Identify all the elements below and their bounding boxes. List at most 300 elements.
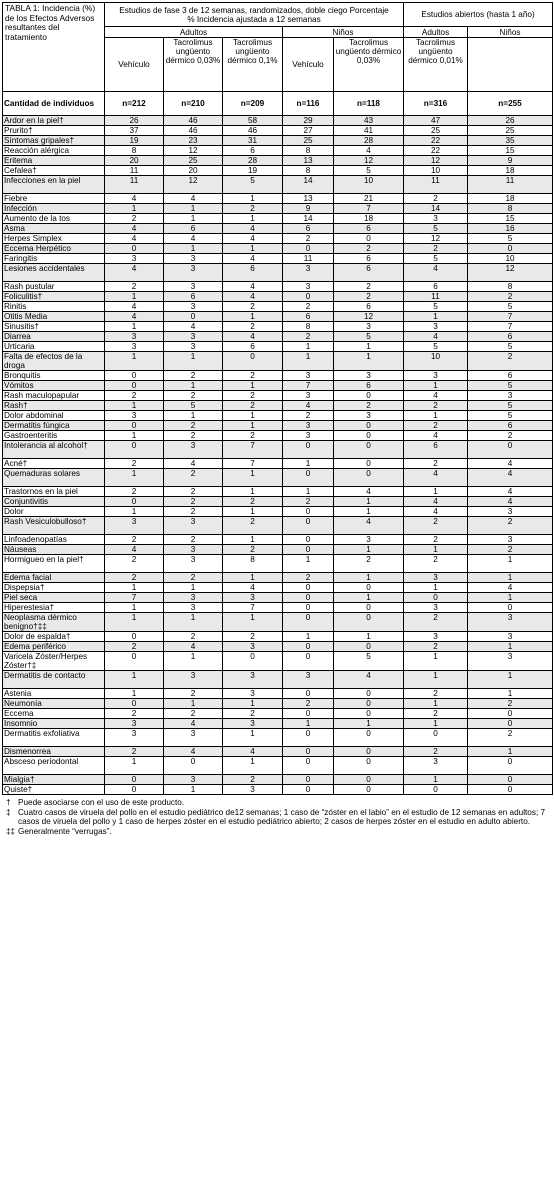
row-label: Astenia: [3, 689, 105, 699]
value-cell: 0: [283, 507, 334, 517]
value-cell: 0: [283, 785, 334, 795]
table-row: [3, 487, 553, 497]
value-cell: 7: [468, 322, 553, 332]
value-cell: 3: [164, 517, 223, 535]
footnote: [6, 827, 552, 837]
value-cell: 0: [468, 775, 553, 785]
row-label: Sinusitis†: [3, 322, 105, 332]
value-cell: 1: [283, 342, 334, 352]
footnote-text: Generalmente “verrugas”.: [18, 826, 112, 836]
row-label: Gastroenteritis: [3, 431, 105, 441]
value-cell: 3: [164, 342, 223, 352]
value-cell: 4: [404, 469, 468, 487]
row-label: Rash pustular: [3, 282, 105, 292]
value-cell: 47: [404, 116, 468, 126]
value-cell: 2: [404, 535, 468, 545]
value-cell: 5: [223, 176, 283, 194]
value-cell: 4: [164, 719, 223, 729]
value-cell: 13: [283, 194, 334, 204]
value-cell: 9: [283, 204, 334, 214]
table-row: [3, 214, 553, 224]
value-cell: 1: [334, 632, 404, 642]
value-cell: 0: [334, 785, 404, 795]
value-cell: 0: [404, 729, 468, 747]
value-cell: 6: [164, 292, 223, 302]
table-row: [3, 204, 553, 214]
footnote: [6, 798, 552, 808]
value-cell: 5: [404, 342, 468, 352]
footnote: [6, 808, 552, 827]
value-cell: 12: [404, 156, 468, 166]
value-cell: 0: [334, 391, 404, 401]
value-cell: 3: [223, 642, 283, 652]
count-row: [3, 92, 553, 116]
value-cell: 3: [283, 391, 334, 401]
value-cell: 4: [105, 545, 164, 555]
table-row: [3, 719, 553, 729]
value-cell: 2: [334, 282, 404, 292]
value-cell: 0: [105, 441, 164, 459]
value-cell: 0: [283, 244, 334, 254]
value-cell: 3: [283, 264, 334, 282]
value-cell: 1: [105, 401, 164, 411]
row-label: Aumento de la tos: [3, 214, 105, 224]
value-cell: 10: [404, 352, 468, 371]
count-cell: n=212: [105, 92, 164, 116]
value-cell: 4: [105, 194, 164, 204]
value-cell: 3: [164, 254, 223, 264]
value-cell: 1: [105, 322, 164, 332]
value-cell: 2: [164, 507, 223, 517]
value-cell: 3: [223, 785, 283, 795]
header-12-week-studies: Estudios de fase 3 de 12 semanas, randomizados, doble ciego Porcentaje % Incidencia ajustada a 12 semanas: [105, 3, 404, 27]
count-cell: n=255: [468, 92, 553, 116]
value-cell: 0: [283, 593, 334, 603]
value-cell: 2: [105, 642, 164, 652]
value-cell: 1: [283, 352, 334, 371]
value-cell: 3: [468, 632, 553, 642]
footnote-symbol: †: [6, 798, 11, 807]
value-cell: 3: [164, 603, 223, 613]
header-vehicle-adults: Vehículo: [105, 38, 164, 92]
value-cell: 4: [223, 234, 283, 244]
table-row: [3, 176, 553, 194]
table-row: [3, 441, 553, 459]
value-cell: 1: [223, 573, 283, 583]
value-cell: 2: [164, 709, 223, 719]
value-cell: 1: [283, 719, 334, 729]
value-cell: 2: [404, 459, 468, 469]
table-row: [3, 156, 553, 166]
value-cell: 0: [164, 757, 223, 775]
value-cell: 1: [164, 785, 223, 795]
value-cell: 1: [164, 204, 223, 214]
value-cell: 3: [468, 507, 553, 517]
value-cell: 5: [164, 401, 223, 411]
table-row: [3, 194, 553, 204]
value-cell: 1: [223, 411, 283, 421]
value-cell: 0: [283, 603, 334, 613]
value-cell: 3: [468, 391, 553, 401]
value-cell: 3: [164, 441, 223, 459]
table-row: [3, 352, 553, 371]
value-cell: 3: [223, 719, 283, 729]
value-cell: 46: [164, 116, 223, 126]
value-cell: 1: [105, 431, 164, 441]
table-row: [3, 709, 553, 719]
value-cell: 3: [164, 775, 223, 785]
row-label: Faringitis: [3, 254, 105, 264]
value-cell: 6: [334, 381, 404, 391]
row-label: Otitis Media: [3, 312, 105, 322]
header-tacrolimus-003-adults: Tacrolimus ungüento dérmico 0,03%: [164, 38, 223, 92]
value-cell: 2: [334, 292, 404, 302]
value-cell: 0: [283, 613, 334, 632]
value-cell: 37: [105, 126, 164, 136]
row-label: Infección: [3, 204, 105, 214]
value-cell: 1: [404, 487, 468, 497]
count-cell: n=316: [404, 92, 468, 116]
value-cell: 5: [468, 302, 553, 312]
value-cell: 1: [334, 497, 404, 507]
value-cell: 4: [468, 497, 553, 507]
header-tacrolimus-003-children: Tacrolimus ungüento dérmico 0,03%: [334, 38, 404, 92]
value-cell: 16: [468, 224, 553, 234]
value-cell: 5: [404, 302, 468, 312]
value-cell: 3: [164, 729, 223, 747]
value-cell: 0: [334, 699, 404, 709]
value-cell: 0: [105, 775, 164, 785]
table-row: [3, 747, 553, 757]
row-label: Dermatitis fúngica: [3, 421, 105, 431]
value-cell: 4: [164, 747, 223, 757]
value-cell: 2: [105, 709, 164, 719]
row-label: Dermatitis de contacto: [3, 671, 105, 689]
value-cell: 2: [105, 214, 164, 224]
count-cell: n=209: [223, 92, 283, 116]
value-cell: 2: [223, 401, 283, 411]
value-cell: 8: [468, 282, 553, 292]
value-cell: 2: [404, 421, 468, 431]
value-cell: 2: [468, 352, 553, 371]
value-cell: 4: [105, 312, 164, 322]
header-vehicle-children: Vehículo: [283, 38, 334, 92]
value-cell: 5: [468, 342, 553, 352]
value-cell: 3: [283, 371, 334, 381]
table-row: [3, 652, 553, 671]
table-row: [3, 785, 553, 795]
value-cell: 3: [105, 517, 164, 535]
value-cell: 6: [334, 224, 404, 234]
value-cell: 0: [334, 757, 404, 775]
table-row: [3, 332, 553, 342]
value-cell: 7: [223, 603, 283, 613]
table-row: [3, 411, 553, 421]
value-cell: 29: [283, 116, 334, 126]
header-tacrolimus-01-adults: Tacrolimus ungüento dérmico 0,1%: [223, 38, 283, 92]
table-row: [3, 729, 553, 747]
value-cell: 2: [468, 292, 553, 302]
header-open-children: Niños: [468, 27, 553, 38]
value-cell: 12: [334, 312, 404, 322]
value-cell: 0: [468, 441, 553, 459]
value-cell: 0: [283, 583, 334, 593]
row-label: Dolor de espalda†: [3, 632, 105, 642]
value-cell: 1: [164, 652, 223, 671]
table-row: [3, 632, 553, 642]
value-cell: 11: [105, 166, 164, 176]
value-cell: 1: [105, 689, 164, 699]
value-cell: 1: [164, 244, 223, 254]
value-cell: 15: [468, 146, 553, 156]
value-cell: 2: [164, 487, 223, 497]
value-cell: 4: [334, 487, 404, 497]
row-label: Náuseas: [3, 545, 105, 555]
value-cell: 1: [404, 719, 468, 729]
value-cell: 1: [105, 204, 164, 214]
row-label: Acné†: [3, 459, 105, 469]
value-cell: 1: [468, 747, 553, 757]
value-cell: 12: [404, 234, 468, 244]
value-cell: 6: [334, 264, 404, 282]
value-cell: 4: [105, 234, 164, 244]
value-cell: 1: [223, 214, 283, 224]
value-cell: 3: [404, 757, 468, 775]
value-cell: 5: [468, 411, 553, 421]
value-cell: 0: [283, 709, 334, 719]
value-cell: 2: [334, 244, 404, 254]
value-cell: 1: [468, 573, 553, 583]
value-cell: 2: [223, 204, 283, 214]
value-cell: 11: [283, 254, 334, 264]
value-cell: 5: [468, 381, 553, 391]
row-label: Dolor: [3, 507, 105, 517]
row-label: Ardor en la piel†: [3, 116, 105, 126]
row-label: Asma: [3, 224, 105, 234]
table-row: [3, 264, 553, 282]
table-row: [3, 116, 553, 126]
table-row: [3, 642, 553, 652]
value-cell: 4: [468, 487, 553, 497]
value-cell: 1: [164, 381, 223, 391]
value-cell: 4: [334, 517, 404, 535]
value-cell: 0: [334, 431, 404, 441]
value-cell: 20: [164, 166, 223, 176]
row-label: Trastornos en la piel: [3, 487, 105, 497]
value-cell: 11: [468, 176, 553, 194]
value-cell: 0: [283, 642, 334, 652]
value-cell: 3: [105, 411, 164, 421]
value-cell: 1: [468, 642, 553, 652]
value-cell: 1: [223, 757, 283, 775]
value-cell: 11: [404, 176, 468, 194]
value-cell: 2: [468, 431, 553, 441]
value-cell: 4: [223, 292, 283, 302]
value-cell: 2: [164, 421, 223, 431]
value-cell: 6: [468, 421, 553, 431]
table-row: [3, 431, 553, 441]
count-label: Cantidad de individuos: [3, 92, 105, 116]
footnote-symbol: ‡‡: [6, 826, 16, 836]
table-row: [3, 517, 553, 535]
value-cell: 1: [404, 545, 468, 555]
value-cell: 2: [164, 469, 223, 487]
table-row: [3, 166, 553, 176]
value-cell: 0: [468, 785, 553, 795]
value-cell: 6: [223, 146, 283, 156]
value-cell: 25: [283, 136, 334, 146]
value-cell: 1: [164, 699, 223, 709]
value-cell: 0: [334, 642, 404, 652]
value-cell: 1: [404, 699, 468, 709]
value-cell: 0: [334, 459, 404, 469]
value-cell: 10: [404, 166, 468, 176]
value-cell: 2: [283, 699, 334, 709]
value-cell: 2: [223, 302, 283, 312]
value-cell: 2: [404, 689, 468, 699]
value-cell: 2: [223, 517, 283, 535]
table-row: [3, 136, 553, 146]
value-cell: 0: [334, 583, 404, 593]
value-cell: 0: [334, 421, 404, 431]
value-cell: 1: [334, 545, 404, 555]
value-cell: 0: [105, 785, 164, 795]
value-cell: 1: [105, 603, 164, 613]
value-cell: 0: [105, 652, 164, 671]
value-cell: 1: [334, 573, 404, 583]
value-cell: 0: [468, 244, 553, 254]
table-row: [3, 292, 553, 302]
value-cell: 4: [404, 507, 468, 517]
value-cell: 10: [334, 176, 404, 194]
value-cell: 6: [223, 342, 283, 352]
value-cell: 4: [164, 322, 223, 332]
value-cell: 4: [164, 642, 223, 652]
value-cell: 1: [283, 555, 334, 573]
value-cell: 11: [404, 292, 468, 302]
table-row: [3, 254, 553, 264]
value-cell: 5: [404, 224, 468, 234]
row-label: Dermatitis exfoliativa: [3, 729, 105, 747]
value-cell: 11: [105, 176, 164, 194]
value-cell: 2: [404, 555, 468, 573]
value-cell: 2: [283, 332, 334, 342]
table-row: [3, 302, 553, 312]
value-cell: 1: [334, 719, 404, 729]
row-label: Eccema Herpético: [3, 244, 105, 254]
value-cell: 12: [164, 176, 223, 194]
table-row: [3, 282, 553, 292]
footnote-text: Cuatro casos de viruela del pollo en el estudio pediátrico de12 semanas; 1 caso de “zóster en el labio” en el estudio de 12 semanas en adultos; 7 casos de viruela del pollo y 1 caso de herpes zóster en el estudio pediátrico abierto; 2 casos de herpes zóster en el estudio en adulto abierto.: [18, 807, 546, 827]
value-cell: 0: [334, 747, 404, 757]
value-cell: 0: [468, 757, 553, 775]
value-cell: 0: [283, 469, 334, 487]
value-cell: 6: [468, 332, 553, 342]
value-cell: 9: [468, 156, 553, 166]
value-cell: 21: [334, 194, 404, 204]
row-label: Síntomas gripales†: [3, 136, 105, 146]
value-cell: 0: [164, 312, 223, 322]
value-cell: 2: [105, 459, 164, 469]
header-adults: Adultos: [105, 27, 283, 38]
table-title: TABLA 1: Incidencia (%) de los Efectos Adversos resultantes del tratamiento: [3, 3, 105, 92]
table-row: [3, 459, 553, 469]
value-cell: 2: [283, 497, 334, 507]
row-label: Varicela Zóster/Herpes Zóster†‡: [3, 652, 105, 671]
value-cell: 0: [404, 593, 468, 603]
row-label: Edema periférico: [3, 642, 105, 652]
value-cell: 2: [404, 709, 468, 719]
value-cell: 22: [404, 146, 468, 156]
value-cell: 4: [404, 391, 468, 401]
value-cell: 1: [105, 583, 164, 593]
value-cell: 1: [223, 194, 283, 204]
value-cell: 0: [223, 352, 283, 371]
value-cell: 1: [468, 689, 553, 699]
value-cell: 1: [223, 381, 283, 391]
value-cell: 2: [164, 535, 223, 545]
value-cell: 1: [105, 507, 164, 517]
value-cell: 2: [164, 632, 223, 642]
value-cell: 1: [404, 381, 468, 391]
value-cell: 12: [334, 156, 404, 166]
row-label: Hormigueo en la piel†: [3, 555, 105, 573]
value-cell: 27: [283, 126, 334, 136]
value-cell: 6: [468, 371, 553, 381]
value-cell: 0: [334, 729, 404, 747]
value-cell: 12: [164, 146, 223, 156]
row-label: Prurito†: [3, 126, 105, 136]
value-cell: 35: [468, 136, 553, 146]
value-cell: 15: [468, 214, 553, 224]
value-cell: 22: [404, 136, 468, 146]
value-cell: 0: [223, 652, 283, 671]
value-cell: 8: [283, 146, 334, 156]
value-cell: 3: [404, 322, 468, 332]
value-cell: 1: [105, 671, 164, 689]
value-cell: 31: [223, 136, 283, 146]
row-label: Falta de efectos de la droga: [3, 352, 105, 371]
value-cell: 1: [283, 459, 334, 469]
value-cell: 1: [223, 469, 283, 487]
value-cell: 20: [105, 156, 164, 166]
value-cell: 1: [468, 671, 553, 689]
table-row: [3, 421, 553, 431]
value-cell: 2: [105, 282, 164, 292]
value-cell: 0: [468, 603, 553, 613]
row-label: Insomnio: [3, 719, 105, 729]
value-cell: 1: [105, 469, 164, 487]
value-cell: 10: [468, 254, 553, 264]
value-cell: 25: [404, 126, 468, 136]
value-cell: 1: [223, 729, 283, 747]
value-cell: 7: [468, 312, 553, 322]
value-cell: 2: [105, 535, 164, 545]
table-row: [3, 775, 553, 785]
value-cell: 3: [164, 282, 223, 292]
value-cell: 0: [105, 699, 164, 709]
value-cell: 1: [404, 775, 468, 785]
value-cell: 4: [404, 332, 468, 342]
value-cell: 0: [334, 234, 404, 244]
value-cell: 2: [404, 244, 468, 254]
value-cell: 6: [164, 224, 223, 234]
value-cell: 2: [404, 613, 468, 632]
value-cell: 1: [105, 757, 164, 775]
value-cell: 4: [468, 469, 553, 487]
value-cell: 4: [164, 194, 223, 204]
value-cell: 7: [283, 381, 334, 391]
